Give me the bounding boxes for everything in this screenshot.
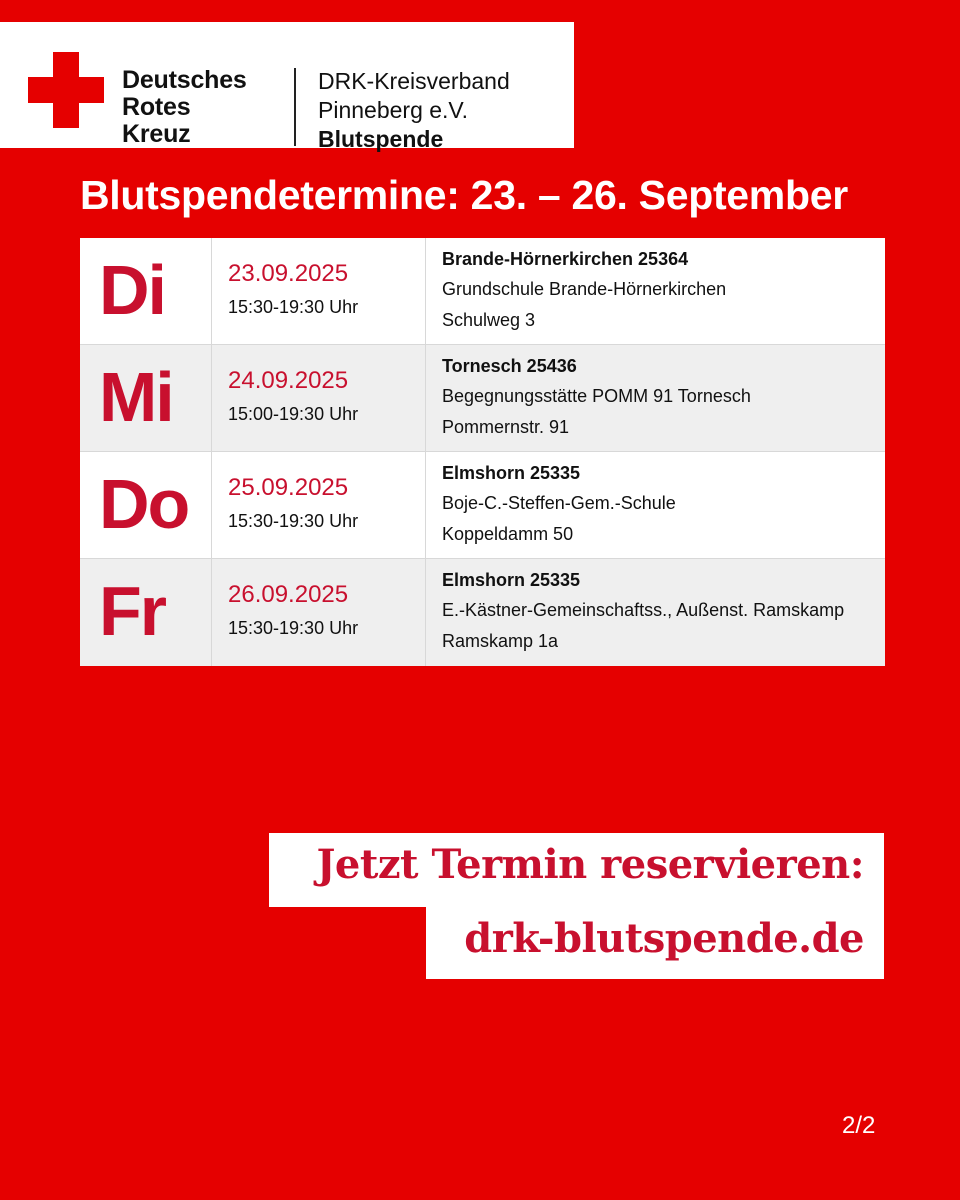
appointments-table — [80, 238, 885, 666]
cta-banner-line2[interactable] — [426, 907, 884, 979]
weekday: Mi — [99, 358, 173, 436]
location-city: Elmshorn 25335 — [442, 463, 581, 483]
time-range: 15:30-19:30 Uhr — [228, 511, 359, 531]
date: 25.09.2025 — [228, 474, 349, 501]
location-address: Ramskamp 1a — [442, 631, 559, 651]
red-cross-icon — [28, 52, 104, 128]
location-venue: E.-Kästner-Gemeinschaftss., Außenst. Ramskamp — [442, 600, 845, 620]
cta-text: Jetzt Termin reservieren: — [316, 841, 864, 888]
brand-line: Kreuz — [122, 120, 191, 148]
table-row — [80, 452, 885, 559]
weekday: Di — [99, 251, 165, 329]
weekday: Fr — [99, 572, 165, 650]
location-address: Koppeldamm 50 — [442, 524, 574, 544]
date: 26.09.2025 — [228, 581, 349, 608]
table-row — [80, 345, 885, 452]
org-name — [318, 67, 510, 154]
brand-name — [122, 67, 247, 148]
brand-line: Rotes — [122, 93, 191, 121]
date: 23.09.2025 — [228, 260, 349, 287]
location-venue: Begegnungsstätte POMM 91 Tornesch — [442, 386, 751, 406]
location-venue: Grundschule Brande-Hörnerkirchen — [442, 279, 727, 299]
time-range: 15:30-19:30 Uhr — [228, 618, 359, 638]
org-line: Pinneberg e.V. — [318, 97, 469, 123]
page-indicator: 2/2 — [842, 1112, 876, 1139]
location-city: Brande-Hörnerkirchen 25364 — [442, 249, 689, 269]
page-title: Blutspendetermine: 23. – 26. September — [80, 172, 848, 218]
brand-line: Deutsches — [122, 66, 247, 94]
location-city: Elmshorn 25335 — [442, 570, 581, 590]
location-city: Tornesch 25436 — [442, 356, 577, 376]
org-department: Blutspende — [318, 126, 444, 152]
logo-divider — [294, 68, 296, 146]
cta-banner-line1 — [269, 833, 884, 907]
logo-panel — [0, 22, 574, 152]
location-address: Schulweg 3 — [442, 310, 536, 330]
time-range: 15:00-19:30 Uhr — [228, 404, 359, 424]
location-venue: Boje-C.-Steffen-Gem.-Schule — [442, 493, 676, 513]
time-range: 15:30-19:30 Uhr — [228, 297, 359, 317]
weekday: Do — [99, 465, 189, 543]
location-address: Pommernstr. 91 — [442, 417, 570, 437]
cta-link[interactable]: drk-blutspende.de — [464, 915, 864, 962]
table-row — [80, 238, 885, 345]
org-line: DRK-Kreisverband — [318, 68, 510, 94]
date: 24.09.2025 — [228, 367, 349, 394]
table-row — [80, 559, 885, 666]
